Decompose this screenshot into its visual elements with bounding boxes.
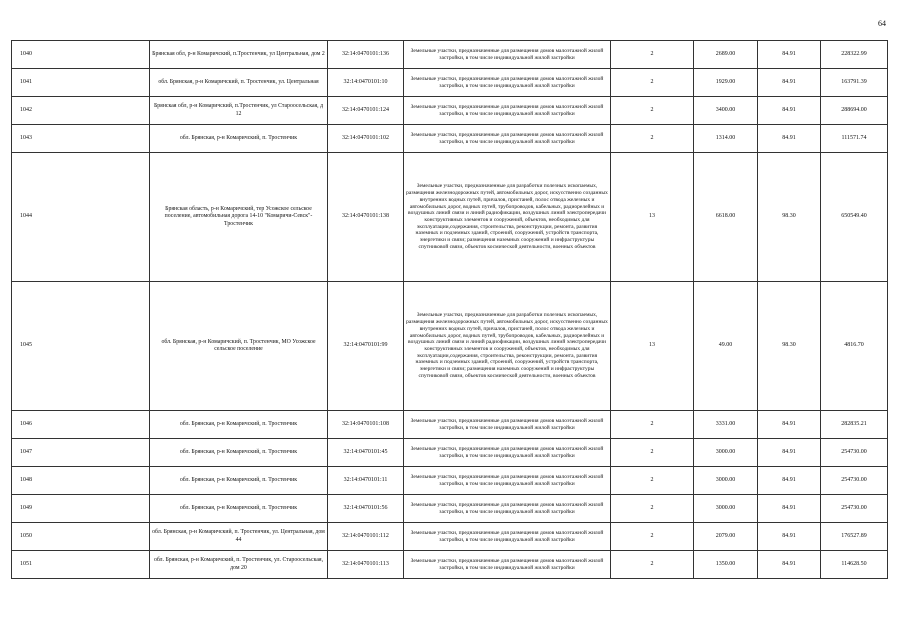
cadastral-value-cell: 228322.99 — [821, 41, 888, 69]
use-category-cell: 2 — [611, 495, 694, 523]
address-cell: обл. Брянская, р-н Комаричский, п. Тростенчик — [150, 495, 328, 523]
table-row — [12, 153, 888, 282]
specific-value-cell: 98.30 — [758, 153, 821, 282]
row-number-cell: 1047 — [12, 439, 150, 467]
area-cell: 2079.00 — [694, 523, 758, 551]
permitted-use-cell: Земельные участки, предназначенные для размещения домов малоэтажной жилой застройки, в том числе индивидуальной жилой застройки — [404, 69, 611, 97]
row-number-cell: 1046 — [12, 411, 150, 439]
table-row — [12, 411, 888, 439]
specific-value-cell: 84.91 — [758, 439, 821, 467]
row-number-cell: 1050 — [12, 523, 150, 551]
table-row — [12, 439, 888, 467]
cadastral-value-cell: 176527.89 — [821, 523, 888, 551]
cadastral-value-cell: 4816.70 — [821, 282, 888, 411]
table-row — [12, 551, 888, 579]
cadastral-number-cell: 32:14:0470101:138 — [328, 153, 404, 282]
area-cell: 3000.00 — [694, 467, 758, 495]
area-cell: 3000.00 — [694, 495, 758, 523]
specific-value-cell: 84.91 — [758, 97, 821, 125]
permitted-use-cell: Земельные участки, предназначенные для размещения домов малоэтажной жилой застройки, в том числе индивидуальной жилой застройки — [404, 97, 611, 125]
use-category-cell: 2 — [611, 411, 694, 439]
address-cell: обл. Брянская, р-н Комаричский, п. Тростенчик — [150, 411, 328, 439]
area-cell: 3331.00 — [694, 411, 758, 439]
row-number-cell: 1044 — [12, 153, 150, 282]
cadastral-number-cell: 32:14:0470101:108 — [328, 411, 404, 439]
cadastral-value-cell: 254730.00 — [821, 439, 888, 467]
address-cell: обл. Брянская, р-н Комаричский, п. Тростенчик, ул. Центральная — [150, 69, 328, 97]
table-row — [12, 523, 888, 551]
cadastral-number-cell: 32:14:0470101:102 — [328, 125, 404, 153]
page-number: 64 — [878, 19, 886, 28]
cadastral-value-cell: 254730.00 — [821, 467, 888, 495]
address-cell: обл. Брянская, р-н Комаричский, п. Тростенчик — [150, 125, 328, 153]
cadastral-value-cell: 111571.74 — [821, 125, 888, 153]
permitted-use-cell: Земельные участки, предназначенные для разработки полезных ископаемых, размещения железнодорожных путей, автомобильных дорог, искусственно созданных внутренних водных путей, причалов, пристаней, полос отвода железных и автомобильных дорог, водных путей, трубопроводов, кабельных, радиорелейных и воздушных линий связи и линий радиофикации, воздушных линий электропередачи конструктивных элементов и сооружений, объектов, необходимых для эксплуатации,содержания, строительства, реконструкции, ремонта, развития наземных и подземных зданий, строений, сооружений, устройств транспорта, энергетики и связи; размещения наземных сооружений и инфраструктуры спутниковой связи, объектов космической деятельности, военных объектов — [404, 153, 611, 282]
row-number-cell: 1041 — [12, 69, 150, 97]
address-cell: обл. Брянская, р-н Комаричский, п. Тростенчик, ул. Центральная, дом 44 — [150, 523, 328, 551]
cadastral-number-cell: 32:14:0470101:10 — [328, 69, 404, 97]
use-category-cell: 2 — [611, 69, 694, 97]
area-cell: 2689.00 — [694, 41, 758, 69]
use-category-cell: 13 — [611, 282, 694, 411]
cadastral-number-cell: 32:14:0470101:45 — [328, 439, 404, 467]
area-cell: 49.00 — [694, 282, 758, 411]
area-cell: 3000.00 — [694, 439, 758, 467]
cadastral-value-cell: 163791.39 — [821, 69, 888, 97]
address-cell: обл. Брянская, р-н Комаричский, п. Тростенчик, ул. Староосельская, дом 20 — [150, 551, 328, 579]
permitted-use-cell: Земельные участки, предназначенные для размещения домов малоэтажной жилой застройки, в том числе индивидуальной жилой застройки — [404, 41, 611, 69]
table-row — [12, 41, 888, 69]
address-cell: Брянская обл, р-н Комаричский, п.Тростенчик, ул Староосельская, д 12 — [150, 97, 328, 125]
address-cell: обл. Брянская, р-н Комаричский, п. Тростенчик — [150, 467, 328, 495]
area-cell: 3400.00 — [694, 97, 758, 125]
use-category-cell: 13 — [611, 153, 694, 282]
cadastral-value-cell: 282835.21 — [821, 411, 888, 439]
cadastral-number-cell: 32:14:0470101:124 — [328, 97, 404, 125]
specific-value-cell: 84.91 — [758, 551, 821, 579]
use-category-cell: 2 — [611, 523, 694, 551]
cadastral-number-cell: 32:14:0470101:113 — [328, 551, 404, 579]
cadastral-value-cell: 650549.40 — [821, 153, 888, 282]
address-cell: Брянская обл, р-н Комаричский, п.Тростенчик, ул Центральная, дом 2 — [150, 41, 328, 69]
specific-value-cell: 84.91 — [758, 495, 821, 523]
permitted-use-cell: Земельные участки, предназначенные для размещения домов малоэтажной жилой застройки, в том числе индивидуальной жилой застройки — [404, 523, 611, 551]
specific-value-cell: 84.91 — [758, 467, 821, 495]
use-category-cell: 2 — [611, 41, 694, 69]
address-cell: Брянская область, р-н Комаричский, тер Усожское сельское поселение, автомобильная дорога 14-10 "Комаричи-Севск"-Тростенчик — [150, 153, 328, 282]
land-registry-table — [11, 40, 888, 579]
cadastral-number-cell: 32:14:0470101:112 — [328, 523, 404, 551]
area-cell: 1314.00 — [694, 125, 758, 153]
row-number-cell: 1043 — [12, 125, 150, 153]
table-row — [12, 69, 888, 97]
cadastral-value-cell: 288694.00 — [821, 97, 888, 125]
permitted-use-cell: Земельные участки, предназначенные для размещения домов малоэтажной жилой застройки, в том числе индивидуальной жилой застройки — [404, 439, 611, 467]
row-number-cell: 1040 — [12, 41, 150, 69]
cadastral-value-cell: 114628.50 — [821, 551, 888, 579]
area-cell: 1350.00 — [694, 551, 758, 579]
use-category-cell: 2 — [611, 551, 694, 579]
table-row — [12, 495, 888, 523]
use-category-cell: 2 — [611, 439, 694, 467]
permitted-use-cell: Земельные участки, предназначенные для размещения домов малоэтажной жилой застройки, в том числе индивидуальной жилой застройки — [404, 125, 611, 153]
specific-value-cell: 84.91 — [758, 411, 821, 439]
address-cell: обл. Брянская, р-н Комаричский, п. Тростенчик — [150, 439, 328, 467]
area-cell: 1929.00 — [694, 69, 758, 97]
specific-value-cell: 84.91 — [758, 523, 821, 551]
area-cell: 6618.00 — [694, 153, 758, 282]
specific-value-cell: 84.91 — [758, 125, 821, 153]
cadastral-number-cell: 32:14:0470101:56 — [328, 495, 404, 523]
specific-value-cell: 98.30 — [758, 282, 821, 411]
row-number-cell: 1048 — [12, 467, 150, 495]
cadastral-number-cell: 32:14:0470101:11 — [328, 467, 404, 495]
row-number-cell: 1051 — [12, 551, 150, 579]
row-number-cell: 1049 — [12, 495, 150, 523]
permitted-use-cell: Земельные участки, предназначенные для размещения домов малоэтажной жилой застройки, в том числе индивидуальной жилой застройки — [404, 495, 611, 523]
permitted-use-cell: Земельные участки, предназначенные для размещения домов малоэтажной жилой застройки, в том числе индивидуальной жилой застройки — [404, 551, 611, 579]
specific-value-cell: 84.91 — [758, 69, 821, 97]
address-cell: обл. Брянская, р-н Комаричский, п. Тростенчик, МО Усожское сельское поселение — [150, 282, 328, 411]
use-category-cell: 2 — [611, 467, 694, 495]
use-category-cell: 2 — [611, 125, 694, 153]
cadastral-number-cell: 32:14:0470101:136 — [328, 41, 404, 69]
permitted-use-cell: Земельные участки, предназначенные для разработки полезных ископаемых, размещения железнодорожных путей, автомобильных дорог, искусственно созданных внутренних водных путей, причалов, пристаней, полос отвода железных и автомобильных дорог, водных путей, трубопроводов, кабельных, радиорелейных и воздушных линий связи и линий радиофикации, воздушных линий электропередачи конструктивных элементов и сооружений, объектов, необходимых для эксплуатации,содержания, строительства, реконструкции, ремонта, развития наземных и подземных зданий, строений, сооружений, устройств транспорта, энергетики и связи; размещения наземных сооружений и инфраструктуры спутниковой связи, объектов космической деятельности, военных объектов — [404, 282, 611, 411]
row-number-cell: 1045 — [12, 282, 150, 411]
registry-body — [12, 41, 888, 579]
row-number-cell: 1042 — [12, 97, 150, 125]
use-category-cell: 2 — [611, 97, 694, 125]
cadastral-value-cell: 254730.00 — [821, 495, 888, 523]
table-row — [12, 467, 888, 495]
permitted-use-cell: Земельные участки, предназначенные для размещения домов малоэтажной жилой застройки, в том числе индивидуальной жилой застройки — [404, 411, 611, 439]
table-row — [12, 97, 888, 125]
cadastral-number-cell: 32:14:0470101:99 — [328, 282, 404, 411]
permitted-use-cell: Земельные участки, предназначенные для размещения домов малоэтажной жилой застройки, в том числе индивидуальной жилой застройки — [404, 467, 611, 495]
table-row — [12, 282, 888, 411]
table-row — [12, 125, 888, 153]
specific-value-cell: 84.91 — [758, 41, 821, 69]
